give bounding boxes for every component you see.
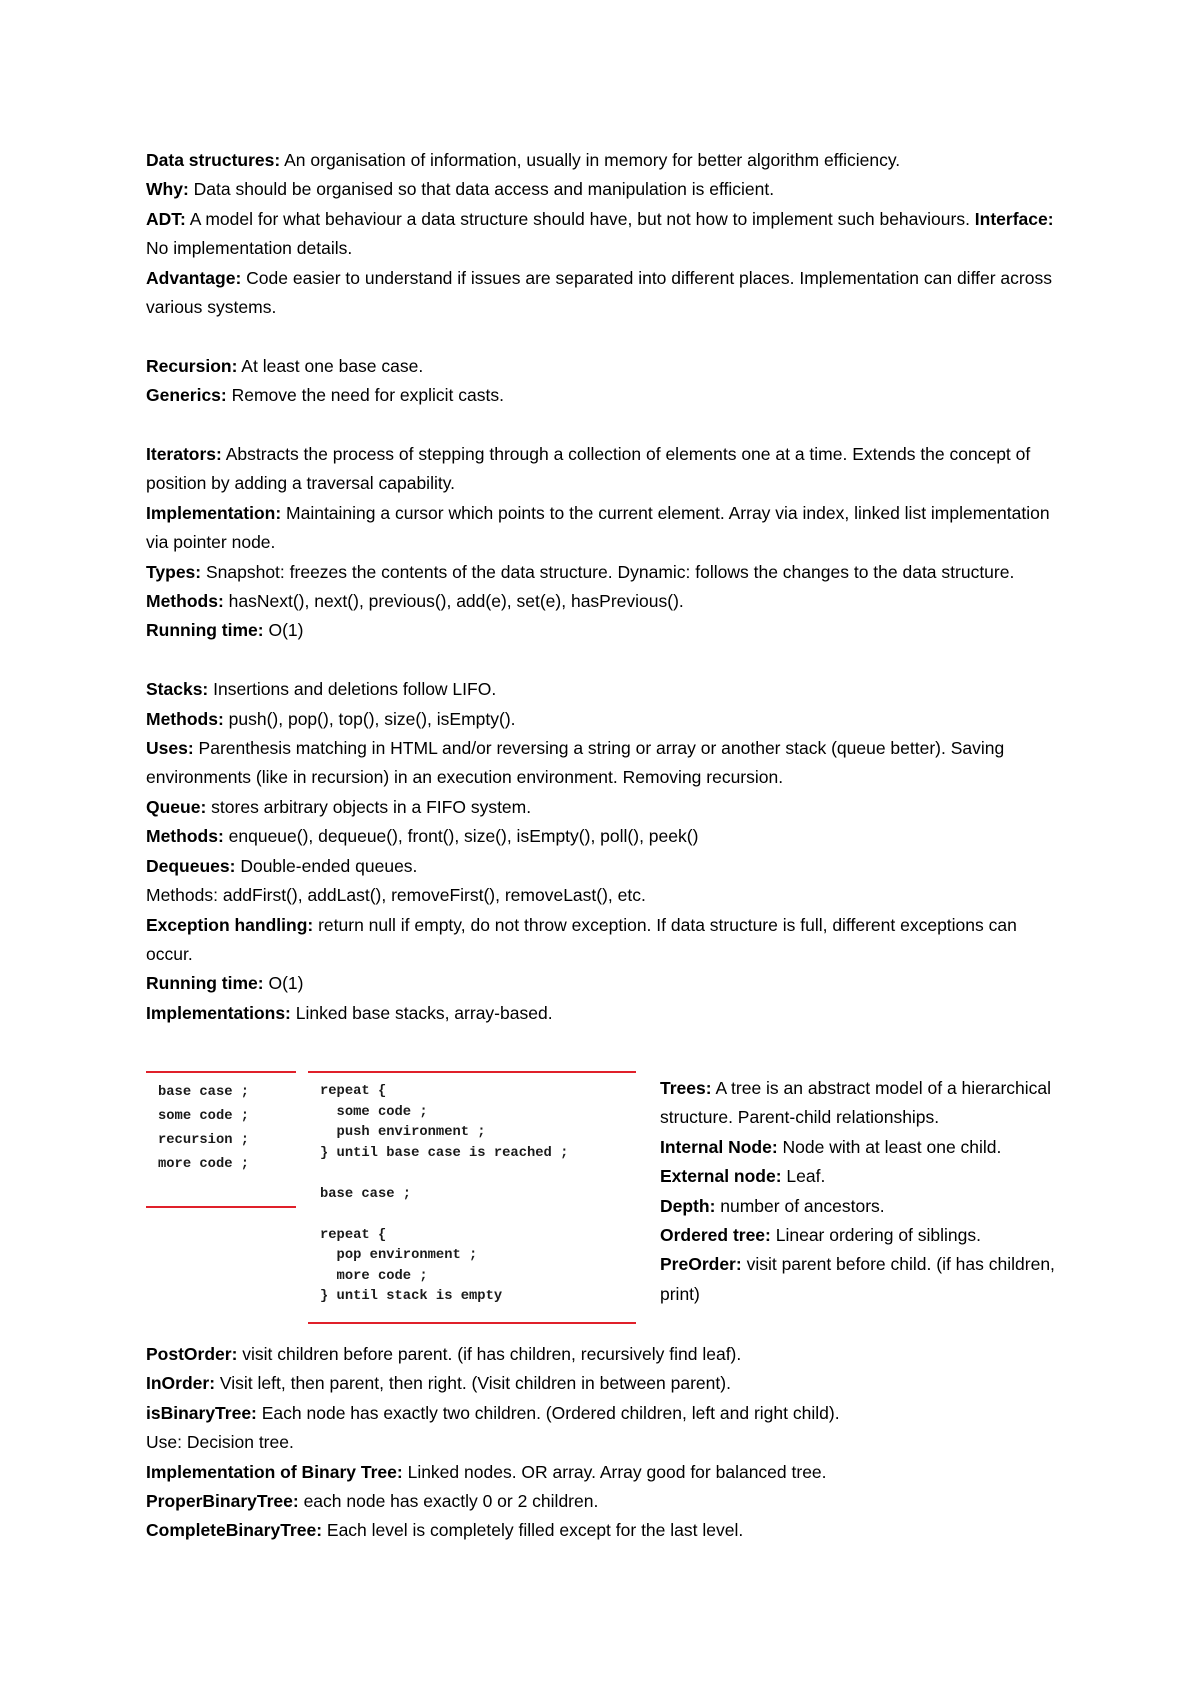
stack-code-snippet (320, 1082, 568, 1308)
code-line: } until stack is empty (320, 1289, 503, 1304)
note-text: Remove the need for explicit casts. (226, 385, 504, 406)
note-text: hasNext(), next(), previous(), add(e), set(e), hasPrevious(). (223, 591, 684, 612)
note-line (146, 1516, 1066, 1545)
note-term: Why: (146, 179, 189, 200)
iterators-group (146, 440, 1066, 646)
note-line (660, 1192, 1070, 1221)
note-text: A model for what behaviour a data structure should have, but not how to implement such behaviours. (185, 208, 975, 229)
code-line: some code ; (320, 1104, 428, 1120)
note-line (146, 381, 1066, 410)
spacer (146, 322, 1066, 351)
note-text: Each level is completely filled except for the last level. (322, 1520, 744, 1541)
note-term: Methods: (146, 591, 224, 612)
notes-bottom-section (146, 1340, 1066, 1546)
note-text: O(1) (263, 973, 304, 994)
note-text: Linked nodes. OR array. Array good for balanced tree. (402, 1461, 827, 1482)
note-line (146, 1340, 1066, 1369)
code-line: pop environment ; (320, 1248, 478, 1263)
note-term: Exception handling: (146, 914, 314, 935)
note-text: Code easier to understand if issues are separated into different places. Implementation can differ across various systems. (146, 267, 1052, 318)
note-term: ADT: (146, 208, 186, 229)
note-term: Implementation: (146, 502, 282, 523)
recursion-code-top-rule (146, 1071, 296, 1073)
trees-bottom-group (146, 1340, 1066, 1546)
note-term: Internal Node: (660, 1136, 778, 1157)
note-line (146, 587, 1066, 616)
note-line (146, 793, 1066, 822)
note-term: PostOrder: (146, 1344, 238, 1364)
code-line: push environment ; (320, 1125, 486, 1140)
note-text: Visit left, then parent, then right. (Visit children in between parent). (215, 1373, 731, 1394)
code-line: more code ; (158, 1157, 250, 1172)
note-line (146, 558, 1066, 587)
note-text: number of ancestors. (715, 1195, 885, 1216)
code-line: recursion ; (158, 1133, 250, 1148)
note-line (146, 822, 1066, 851)
note-text: push(), pop(), top(), size(), isEmpty(). (223, 708, 516, 729)
spacer (146, 411, 1066, 440)
note-line (146, 264, 1066, 323)
recursion-code-bottom-rule (146, 1206, 296, 1208)
note-term: Dequeues: (146, 855, 236, 876)
note-line (146, 911, 1066, 970)
note-text: Methods: addFirst(), addLast(), removeFirst(), removeLast(), etc. (146, 885, 646, 906)
note-term: Trees: (660, 1078, 712, 1098)
note-term: Running time: (146, 620, 264, 641)
note-text: return null if empty, do not throw exception. If data structure is full, different exceptions can occur. (146, 914, 1017, 964)
code-line: more code ; (320, 1268, 428, 1284)
note-line (146, 175, 1066, 204)
intro-group (146, 146, 1066, 322)
note-line (146, 1458, 1066, 1487)
note-term: External node: (660, 1166, 782, 1187)
code-line: repeat { (320, 1084, 387, 1099)
note-text: At least one base case. (237, 355, 424, 376)
note-text: Maintaining a cursor which points to the current element. Array via index, linked list implementation via pointer node. (146, 502, 1050, 553)
note-line (146, 852, 1066, 881)
note-text: Use: Decision tree. (146, 1432, 294, 1453)
note-term: Recursion: (146, 355, 238, 376)
code-line (320, 1164, 568, 1185)
recursion-generics-group (146, 352, 1066, 411)
code-line: } until base case is reached ; (320, 1145, 569, 1161)
note-text: Each node has exactly two children. (Ordered children, left and right child). (256, 1402, 840, 1423)
note-line (146, 205, 1066, 264)
trees-side-column (660, 1074, 1070, 1309)
note-text: Parenthesis matching in HTML and/or reversing a string or array or another stack (queue better). Saving environments (like in recursion) in an execution environment. Removing recursion. (146, 738, 1005, 788)
note-line (146, 969, 1066, 998)
note-term: Generics: (146, 385, 227, 406)
note-line (146, 499, 1066, 558)
note-term: Uses: (146, 738, 194, 759)
note-term: Interface: (974, 208, 1054, 229)
note-term: CompleteBinaryTree: (146, 1520, 323, 1541)
note-term: Iterators: (146, 444, 222, 465)
note-term: Implementation of Binary Tree: (146, 1461, 403, 1482)
note-term: Stacks: (146, 679, 209, 700)
code-line (320, 1205, 568, 1226)
note-line (146, 616, 1066, 645)
note-text: Insertions and deletions follow LIFO. (208, 679, 497, 700)
note-line (146, 734, 1066, 793)
stacks-queues-group (146, 675, 1066, 1028)
note-term: isBinaryTree: (146, 1402, 257, 1423)
note-line (146, 1487, 1066, 1516)
note-line (146, 1369, 1066, 1398)
note-line (146, 352, 1066, 381)
note-term: Queue: (146, 796, 207, 817)
note-text: Data should be organised so that data access and manipulation is efficient. (188, 179, 775, 200)
note-term: Methods: (146, 708, 224, 729)
note-term: InOrder: (146, 1373, 216, 1394)
stack-code-bottom-rule (308, 1322, 636, 1324)
note-text: each node has exactly 0 or 2 children. (298, 1491, 599, 1512)
note-text: Linear ordering of siblings. (770, 1225, 981, 1246)
spacer (146, 646, 1066, 675)
note-term: Implementations: (146, 1002, 291, 1023)
note-term: Ordered tree: (660, 1225, 771, 1246)
note-text: Abstracts the process of stepping through a collection of elements one at a time. Extends the concept of position by adding a traversal capability. (146, 444, 1031, 494)
note-text: visit children before parent. (if has children, recursively find leaf). (237, 1344, 742, 1364)
code-line: some code ; (158, 1109, 250, 1124)
code-line: base case ; (158, 1085, 250, 1100)
note-line (660, 1133, 1070, 1162)
note-text: enqueue(), dequeue(), front(), size(), isEmpty(), poll(), peek() (223, 826, 699, 847)
recursion-code-snippet (158, 1081, 249, 1177)
note-text: stores arbitrary objects in a FIFO system. (206, 796, 532, 817)
note-line (660, 1162, 1070, 1191)
note-term: Advantage: (146, 267, 242, 288)
note-text: Linked base stacks, array-based. (290, 1002, 553, 1023)
note-term: Data structures: (146, 150, 281, 170)
note-text: Double-ended queues. (235, 855, 418, 876)
note-line (146, 675, 1066, 704)
note-text: O(1) (263, 620, 304, 641)
note-term: PreOrder: (660, 1254, 742, 1275)
note-line (660, 1074, 1070, 1133)
note-line (146, 881, 1066, 910)
note-term: ProperBinaryTree: (146, 1491, 299, 1512)
note-text: Leaf. (781, 1166, 826, 1187)
stack-code-top-rule (308, 1071, 636, 1073)
note-line (146, 999, 1066, 1028)
note-term: Types: (146, 561, 202, 582)
code-line: base case ; (320, 1186, 412, 1202)
note-text: Node with at least one child. (777, 1136, 1002, 1157)
note-line (146, 440, 1066, 499)
note-line (146, 705, 1066, 734)
code-line: repeat { (320, 1227, 387, 1243)
note-text: An organisation of information, usually in memory for better algorithm efficiency. (280, 150, 901, 170)
note-text: No implementation details. (146, 238, 353, 259)
note-term: Methods: (146, 826, 224, 847)
note-text: visit parent before child. (if has children, print) (660, 1254, 1055, 1304)
note-line (146, 1428, 1066, 1457)
note-line (660, 1250, 1070, 1309)
note-text: Snapshot: freezes the contents of the data structure. Dynamic: follows the changes to the data structure. (201, 561, 1015, 582)
note-term: Depth: (660, 1195, 716, 1216)
note-line (146, 1399, 1066, 1428)
note-line (146, 146, 1066, 175)
note-line (660, 1221, 1070, 1250)
notes-top-section (146, 146, 1066, 1028)
note-text: A tree is an abstract model of a hierarchical structure. Parent-child relationships. (660, 1078, 1052, 1128)
note-term: Running time: (146, 973, 264, 994)
